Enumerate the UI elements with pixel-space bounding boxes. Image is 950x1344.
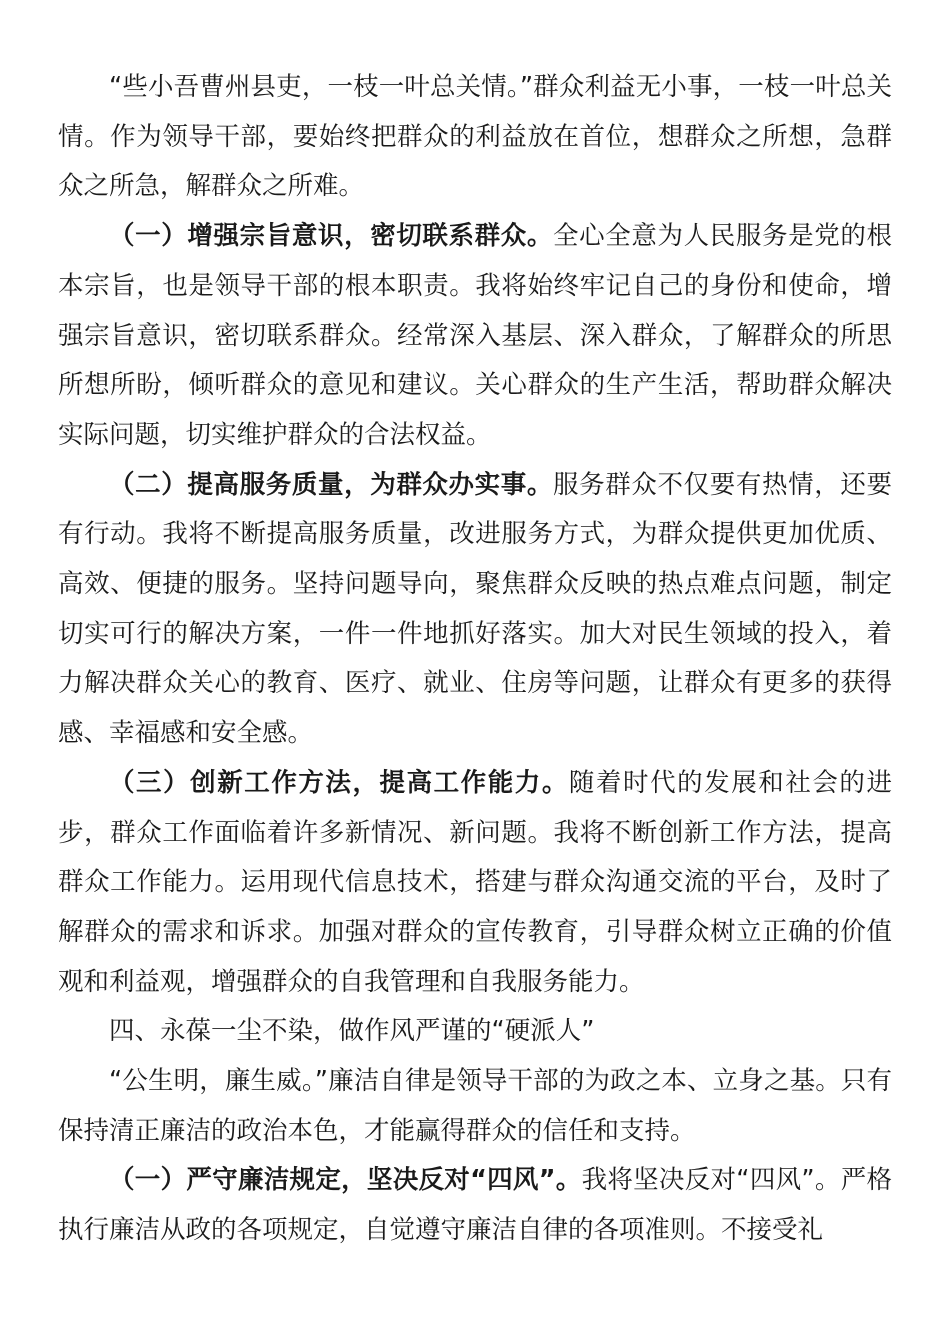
- intro-paragraph: [58, 63, 892, 212]
- section-4-intro-text: “公生明，廉生威。”廉洁自律是领导干部的为政之本、立身之基。只有保持清正廉洁的政治本色，才能赢得群众的信任和支持。: [58, 1066, 892, 1146]
- subsection-3-paragraph: [58, 759, 892, 1008]
- section-4-subsection-1-heading: （一）严守廉洁规定，坚决反对“四风”。: [109, 1165, 582, 1196]
- intro-text: “些小吾曹州县吏，一枝一叶总关情。”群众利益无小事，一枝一叶总关情。作为领导干部，要始终把群众的利益放在首位，想群众之所想，急群众之所急，解群众之所难。: [58, 72, 892, 202]
- section-4-subsection-1-paragraph: [58, 1156, 892, 1255]
- subsection-1-text: 全心全意为人民服务是党的根本宗旨，也是领导干部的根本职责。我将始终牢记自己的身份和使命，增强宗旨意识，密切联系群众。经常深入基层、深入群众，了解群众的所思所想所盼，倾听群众的意见和建议。关心群众的生产生活，帮助群众解决实际问题，切实维护群众的合法权益。: [58, 221, 892, 450]
- subsection-1-paragraph: [58, 212, 892, 461]
- subsection-2-paragraph: [58, 461, 892, 759]
- subsection-2-heading: （二）提高服务质量，为群众办实事。: [109, 469, 554, 500]
- document-page: [58, 63, 892, 1256]
- subsection-1-heading: （一）增强宗旨意识，密切联系群众。: [109, 221, 554, 252]
- subsection-2-text: 服务群众不仅要有热情，还要有行动。我将不断提高服务质量，改进服务方式，为群众提供更加优质、高效、便捷的服务。坚持问题导向，聚焦群众反映的热点难点问题，制定切实可行的解决方案，一件一件地抓好落实。加大对民生领域的投入，着力解决群众关心的教育、医疗、就业、住房等问题，让群众有更多的获得感、幸福感和安全感。: [58, 469, 892, 749]
- section-4-title: 四、永葆一尘不染，做作风严谨的“硬派人”: [109, 1016, 595, 1047]
- subsection-3-heading: （三）创新工作方法，提高工作能力。: [109, 767, 569, 798]
- section-4-intro-paragraph: [58, 1057, 892, 1156]
- section-4-heading: [58, 1007, 892, 1057]
- section-4-subsection-1-text: 我将坚决反对“四风”。严格执行廉洁从政的各项规定，自觉遵守廉洁自律的各项准则。不接受礼: [58, 1165, 892, 1246]
- subsection-3-text: 随着时代的发展和社会的进步，群众工作面临着许多新情况、新问题。我将不断创新工作方法，提高群众工作能力。运用现代信息技术，搭建与群众沟通交流的平台，及时了解群众的需求和诉求。加强对群众的宣传教育，引导群众树立正确的价值观和利益观，增强群众的自我管理和自我服务能力。: [58, 767, 892, 997]
